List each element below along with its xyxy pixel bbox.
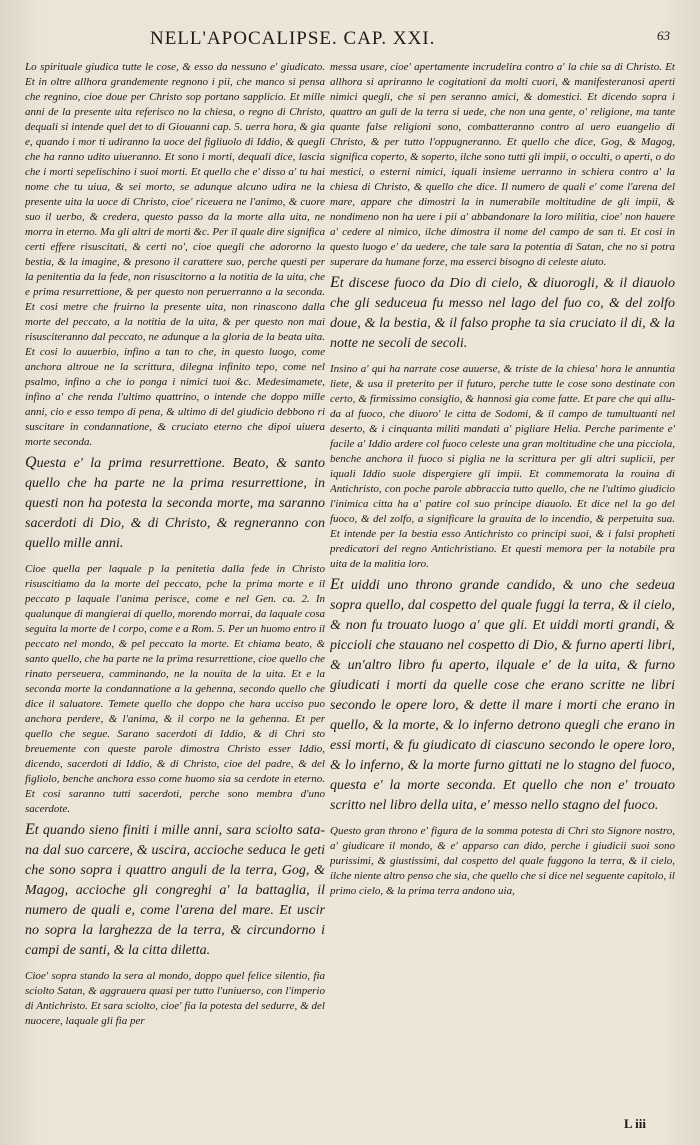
commentary-paragraph: messa usare, cioe' apertamente incrudelira contro a' la chie sa di Christo. Et allhora si apriranno le cogitationi da molti cuori, & manifesteranosi aperti nimici quegli, che si pen seranno amici, & domestici. Et dicendo sopra i quattro an guli de la terra si uede, che non una gente, o' religione, ma tante quante false religioni sono, combatteranno contro al uero euangelio di Christo, & per tutto l'oppugneranno. Et quello che dice, Gog, & Magog, significa coperto, & soperto, ilche sono tutti gli impii, o occulti, o aperti, o do mestici, o esterni nimici, iquali insieme uerranno in schiera contro a' la chiesa di Christo, & quello che dice. Il numero de quali e' come l'arena del mare, appare che dimostri la in numerabile moltitudine de gli impii, & nondimeno non ha uere i pii a' abbandonare la loro militia, cioe' non hauere a' cedere al nimico, ilche dimostra il nome del campo de san ti. Et cosi in questo luogo e' da uedere, che tale sara la potentia di Satan, che no si potra superare da humane forze, ma esserci bisogno di celeste aiuto. [330,61,675,268]
running-header [150,28,670,58]
right-column [330,60,675,1125]
signature-mark: L iii [623,1116,646,1131]
scripture-passage: Et discese fuoco da Dio di cielo, & diuorogli, & il diauolo che gli seduceua fu messo nel lago del fuo co, & del zolfo doue, & la bestia, & il falso prophe ta sia cruciato il di, & la notte ne secoli de secoli. [330,274,675,351]
commentary-paragraph: Cioe quella per laquale p la penitetia dalla fede in Christo risuscitiamo da la morte del peccato, pche la prima morte e il peccato p laquale l'anima perisce, come e nel Gen. ca. 2. In qualunque di mangierai di quello, morendo morrai, da laquale cosa seguita la morte de l corpo, come e a Rom. 5. Per un huomo entro il peccato nel mondo, & pel peccato la morte. Et chiama beato, & santo quello, che ha parte ne la prima resurrettione, cioe quello che rinato perseuera, camminando, ne la nouita de la uita. Et e la seconda morte la condannatione a la gehenna, secondo quello che dice il saluatore. Temete quello che doppo che hara ucciso puo anchora perdere, & l'anima, & il corpo ne la gehenna. Et per quello che segue. Sarano sacerdoti di Iddio, & di Chri sto breuemente con queste parole dimostra Christo esser Iddio, dicendo, sacerdoti di Iddio, & di Christo, cioe del padre, & del figliolo, benche anchora esso come huomo sia sa cerdote in eterno. Et cosi saranno tutti sacerdoti, perche sono membra d'uno sacerdote. [25,563,325,815]
running-title: NELL'APOCALIPSE. CAP. XXI. [150,28,436,49]
commentary-paragraph: Cioe' sopra stando la sera al mondo, doppo quel felice silentio, fia sciolto Satan, & aggrauera quasi per tutto l'uniuerso, con l'imperio di Antichristo. Et sara sciolto, cioe' fia la potesta del sedurre, & del nuocere, laquale gli fia per [25,970,325,1027]
commentary-paragraph: Insino a' qui ha narrate cose auuerse, & triste de la chiesa' hora le annuntia liete, & usa il preterito per il futuro, perche tutte le cose sono destinate con certo, & firmissimo consiglio, & hannosi gia come fatte. Et pare che qui alluda al fuoco, che diuoro' le citta de Sodomi, & il campo de tumultuanti nel deserto, & i cinquanta militi mandati a' pigliare Helia. Perche parimente e' facile a' Iddio ardere col fuoco celeste una gran moltitudine che una picciola, benche anchora il fuoco si piglia ne la scrittura per gli altri suplicii, per iquali Iddio suole dispergiere gli impii. Et commemorata la rouina di Antichristo, con poche parole abbraccia tutto quello, che ne l'ultimo giudicio l'inimica citta ha a' patire col suo principe diauolo. Et dice nel la go del fuoco, & del zolfo, a significare la grauita de lo incendio, & perpetuita sua. Et intende per la bestia esso Antichristo co principi suoi, & i falsi propheti predicatori del regno Antichristiano. Et questi memora per la notabile pra uita de la malitia loro. [330,363,675,570]
folio-number: 63 [657,28,670,43]
scripture-passage: Et quando sieno finiti i mille anni, sara sciolto satana dal suo carcere, & uscira, accioche seduca le geti che sono sopra i quattro anguli de la terra, Gog, & Magog, accioche gli congreghi a' la battaglia, il numero de quali e, come l'arena del mare. Et uscir no sopra la larghezza de la terra, & circundorno i campi de santi, & la citta diletta. [25,821,325,958]
scripture-passage: Et uiddi uno throno grande candido, & uno che sedeua sopra quello, dal cospetto del quale fuggi la terra, & il cielo, & non fu trouato luogo a' que gli. Et uiddi morti grandi, & piccioli che stauano nel cospetto di Dio, & furno aperti libri, & un'altro libro fu aperto, ilquale e' de la uita, & furno giudicati i morti da quelle cose che erano scritte ne libri secondo le opere loro, & dette il mare i morti che erano in quello, & la morte, & lo inferno detrono quegli che erano in essi morti, & fu giudicato di ciascuno secondo le opere loro, & lo inferno, & la morte furno gittati ne lo stagno del fuoco, questa e' la morte seconda. Et quello che non e' trouato scritto nel libro della uita, e' messo nello stagno del fuoco. [330,576,675,813]
commentary-paragraph: Questo gran throno e' figura de la somma potesta di Chri sto Signore nostro, a' giudicare il mondo, & e' apparso can dido, perche i giudicii suoi sono purissimi, & giustissimi, dal cospetto del quale fuggono la terra, & il cielo, ilche niente altro penso che sia, che quello che si dice nel seguente capitolo, il primo cielo, & la prima terra andono uia, [330,825,675,897]
scripture-passage: Questa e' la prima resurrettione. Beato, & santo quello che ha parte ne la prima resurrettione, in questi non ha potesta la seconda morte, ma saranno sacerdoti di Dio, & di Christo, & regneranno con quello mille anni. [25,454,325,551]
commentary-paragraph: Lo spirituale giudica tutte le cose, & esso da nessuno e' giudicato. Et in oltre allhora grandemente regnono i pii, che manco si pensa che regnino, cioe doue per Christo sop portano sapplicio. Et mille anni de la presente uita referisco no la chiesa, o regno di Christo, dequali si intende quel det to di Giouanni cap. 5. uerra hora, & gia e, quando i mor ti udiranno la uoce del figliuolo di Iddio, & quegli che ha ranno udito uiueranno. Et sono i morti, dequali dice, lascia che i morti sepelischino i suoi morti. Et quello che e' disso a' tu hai nome che tu uiua, & sei morto, se adunque alcuno udira ne la presente uita la uoce di Christo, cioe' riceuera ne l'animo, & cuore suo il uerbo, & credera, questo passo da la morte alla uita, ne morra in eterno. Ma gli altri de morti &c. Per il quale dire significa certi effere risuscitati, & certi no', cioe quegli che adororno la bestia, & la imagine, & presono il carattere suo, perche questi per la penitentia da la fede, non risuscitorno a la notitia de la uita, che e prima resurrettione, & per questo non peruerranno a la seconda. Et cosi metre che fruirno la presente uita, non rinascono dalla morte del peccato, a la notitia de la uita, & per questo non mai risusciteranno dal peccato, ne adunque a la gloria de la beata uita. Et cosi lo auuerbio, infino a tan to che, in questo luogo, come anchora altroue ne la scrittura, dilegna infinito tepo, come nel psalmo, infino a che io ponga i nimici tuoi &c. Medesimamete, infino a' che renda l'ultimo quattrino, o intende che doppo mille anni, cio e esso tempo di pena, & ultimo di del giudicio debbono ri suscitare in condannatione, & cruciato eterno che dipoi uiuera morte seconda. [25,61,325,448]
left-column [25,60,325,1125]
